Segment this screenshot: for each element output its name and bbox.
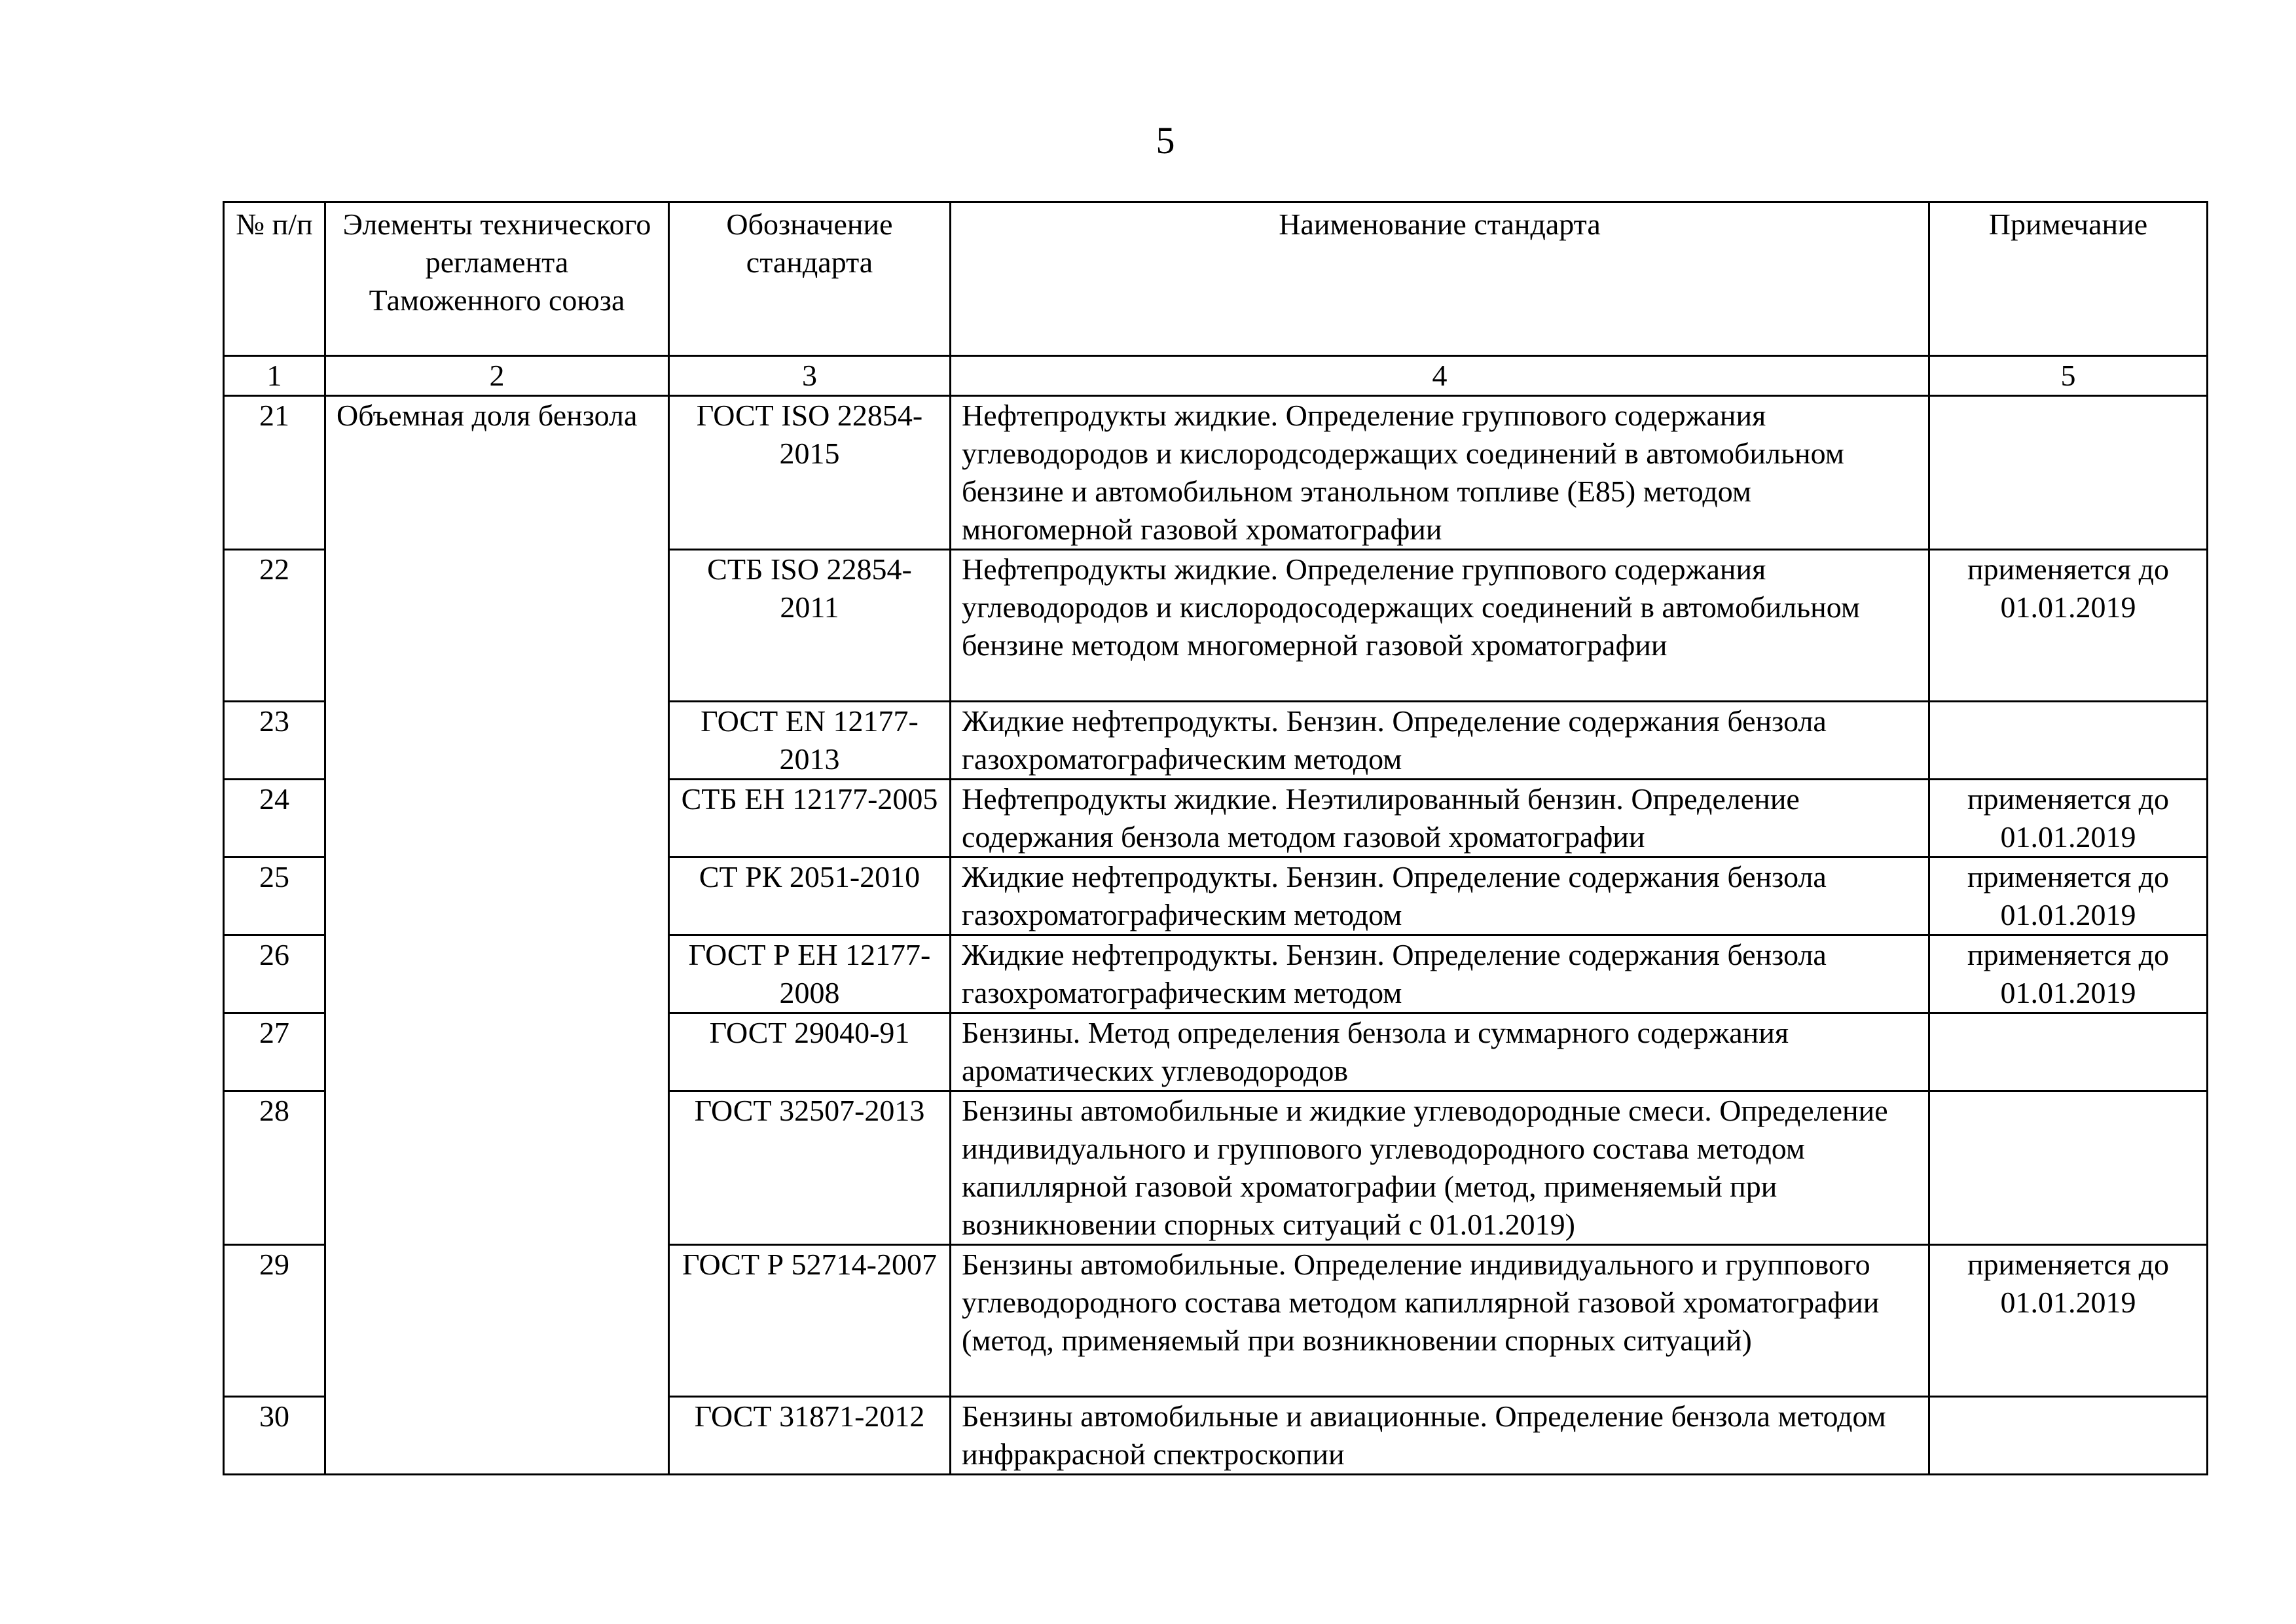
- row-name: Бензины автомобильные. Определение индивидуального и группового углеводородного состава методом капиллярной газовой хроматографии (метод, применяемый при возникновении спорных ситуаций): [951, 1245, 1929, 1397]
- column-number: 1: [224, 356, 325, 396]
- row-name: Жидкие нефтепродукты. Бензин. Определение содержания бензола газохроматографическим методом: [951, 935, 1929, 1013]
- column-number: 4: [951, 356, 1929, 396]
- row-name: Нефтепродукты жидкие. Определение группового содержания углеводородов и кислородсодержащих соединений в автомобильном бензине и автомобильном этанольном топливе (Е85) методом многомерной газовой хроматографии: [951, 396, 1929, 550]
- row-designation: ГОСТ EN 12177-2013: [669, 702, 951, 780]
- row-num: 21: [224, 396, 325, 550]
- column-number: 5: [1929, 356, 2208, 396]
- table-header-row: [224, 202, 2208, 356]
- row-note: применяется до 01.01.2019: [1929, 935, 2208, 1013]
- row-num: 22: [224, 550, 325, 702]
- header-num: № п/п: [224, 202, 325, 356]
- row-num: 27: [224, 1013, 325, 1091]
- row-name: Бензины автомобильные и авиационные. Определение бензола методом инфракрасной спектроскопии: [951, 1397, 1929, 1475]
- row-note: применяется до 01.01.2019: [1929, 1245, 2208, 1397]
- table-row: [224, 396, 2208, 550]
- column-numbers-row: [224, 356, 2208, 396]
- page-number: 5: [1156, 119, 1175, 162]
- row-designation: ГОСТ ISO 22854-2015: [669, 396, 951, 550]
- header-name: Наименование стандарта: [951, 202, 1929, 356]
- row-designation: СТБ ЕН 12177-2005: [669, 780, 951, 857]
- row-note: [1929, 702, 2208, 780]
- header-element: Элементы технического регламента Таможенного союза: [325, 202, 669, 356]
- row-num: 23: [224, 702, 325, 780]
- row-designation: ГОСТ 29040-91: [669, 1013, 951, 1091]
- row-num: 29: [224, 1245, 325, 1397]
- column-number: 3: [669, 356, 951, 396]
- row-name: Жидкие нефтепродукты. Бензин. Определение содержания бензола газохроматографическим методом: [951, 857, 1929, 935]
- row-designation: ГОСТ Р ЕН 12177-2008: [669, 935, 951, 1013]
- row-num: 30: [224, 1397, 325, 1475]
- row-note: [1929, 1397, 2208, 1475]
- row-num: 28: [224, 1091, 325, 1245]
- row-note: [1929, 1091, 2208, 1245]
- row-designation: ГОСТ 31871-2012: [669, 1397, 951, 1475]
- standards-table: [223, 201, 2208, 1475]
- column-number: 2: [325, 356, 669, 396]
- row-num: 24: [224, 780, 325, 857]
- row-designation: СТБ ISO 22854-2011: [669, 550, 951, 702]
- group-element: Объемная доля бензола: [325, 396, 669, 1475]
- row-num: 26: [224, 935, 325, 1013]
- row-designation: СТ РК 2051-2010: [669, 857, 951, 935]
- row-designation: ГОСТ Р 52714-2007: [669, 1245, 951, 1397]
- row-name: Бензины автомобильные и жидкие углеводородные смеси. Определение индивидуального и группового углеводородного состава методом капиллярной газовой хроматографии (метод, применяемый при возникновении спорных ситуаций с 01.01.2019): [951, 1091, 1929, 1245]
- row-name: Нефтепродукты жидкие. Неэтилированный бензин. Определение содержания бензола методом газовой хроматографии: [951, 780, 1929, 857]
- row-note: применяется до 01.01.2019: [1929, 550, 2208, 702]
- row-name: Жидкие нефтепродукты. Бензин. Определение содержания бензола газохроматографическим методом: [951, 702, 1929, 780]
- row-name: Бензины. Метод определения бензола и суммарного содержания ароматических углеводородов: [951, 1013, 1929, 1091]
- row-note: [1929, 1013, 2208, 1091]
- header-designation: Обозначение стандарта: [669, 202, 951, 356]
- header-note: Примечание: [1929, 202, 2208, 356]
- row-note: [1929, 396, 2208, 550]
- row-name: Нефтепродукты жидкие. Определение группового содержания углеводородов и кислородосодержащих соединений в автомобильном бензине методом многомерной газовой хроматографии: [951, 550, 1929, 702]
- row-designation: ГОСТ 32507-2013: [669, 1091, 951, 1245]
- row-note: применяется до 01.01.2019: [1929, 857, 2208, 935]
- row-note: применяется до 01.01.2019: [1929, 780, 2208, 857]
- row-num: 25: [224, 857, 325, 935]
